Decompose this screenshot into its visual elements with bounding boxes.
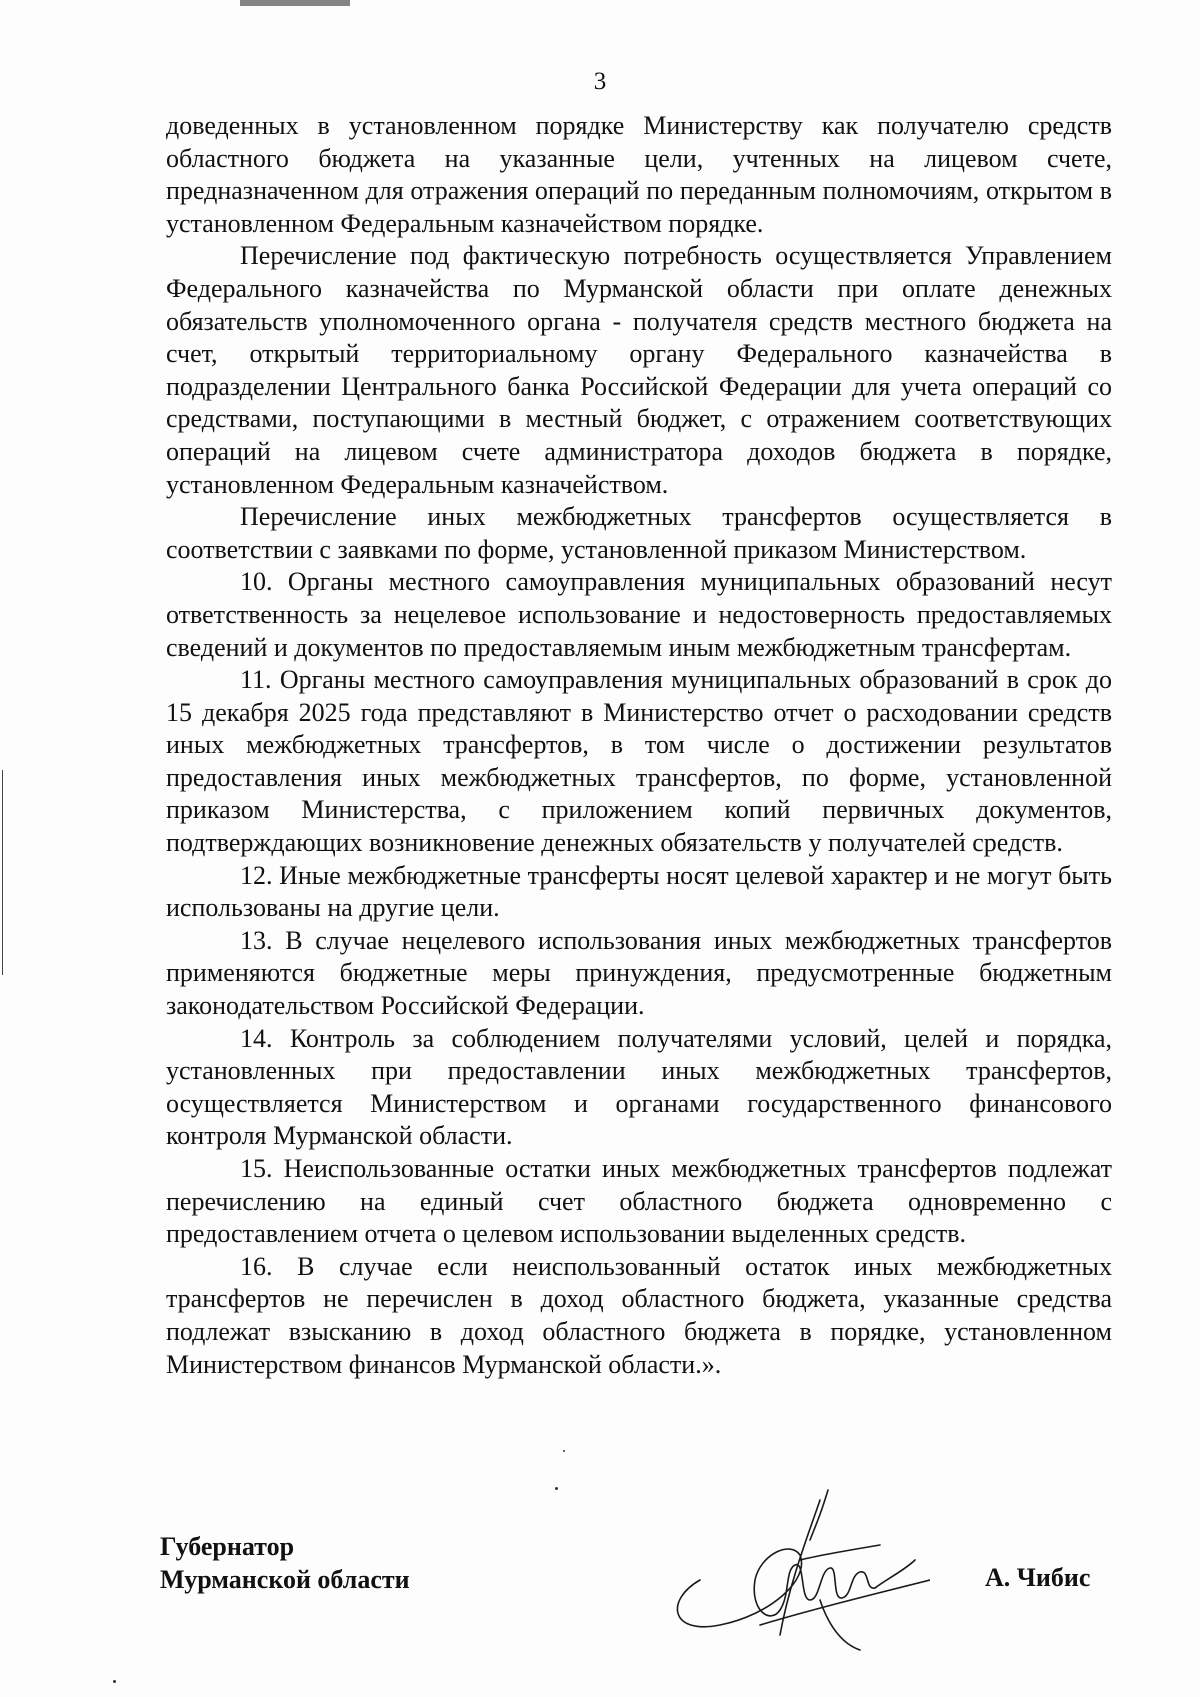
handwritten-signature bbox=[660, 1460, 930, 1660]
scan-speck bbox=[555, 1487, 558, 1490]
paragraph-transfer-need: Перечисление под фактическую потребность осуществляется Управлением Федерального казначейства по Мурманской области при оплате денежных обязательств уполномоченного органа - получателя средств местного бюджета на счет, открытый территориальному органу Федерального казначейства в подразделении Центрального банка Российской Федерации для учета операций со средствами, поступающими в местный бюджет, с отражением соответствующих операций на лицевом счете администратора доходов бюджета в порядке, установленном Федеральным казначейством. bbox=[166, 241, 1112, 499]
paragraph-item-14: 14. Контроль за соблюдением получателями условий, целей и порядка, установленных при предоставлении иных межбюджетных трансфертов, осуществляется Министерством и органами государственного финансового контроля Мурманской области. bbox=[166, 1023, 1112, 1151]
paragraph-item-12: 12. Иные межбюджетные трансферты носят целевой характер и не могут быть использованы на другие цели. bbox=[166, 860, 1112, 923]
signatory-title bbox=[160, 1530, 410, 1596]
paragraph-item-13: 13. В случае нецелевого использования иных межбюджетных трансфертов применяются бюджетные меры принуждения, предусмотренные бюджетным законодательством Российской Федерации. bbox=[166, 925, 1112, 1021]
scan-speck bbox=[113, 1680, 116, 1683]
page-number: 3 bbox=[593, 68, 607, 95]
paragraph-item-15: 15. Неиспользованные остатки иных межбюджетных трансфертов подлежат перечислению на единый счет областного бюджета одновременно с предоставлением отчета о целевом использовании выделенных средств. bbox=[166, 1154, 1112, 1249]
paragraph-item-11: 11. Органы местного самоуправления муниципальных образований в срок до 15 декабря 2025 года представляют в Министерство отчет о расходовании средств иных межбюджетных трансфертов, в том числе о достижении результатов предоставления иных межбюджетных трансфертов, по форме, установленной приказом Министерства, с приложением копий первичных документов, подтверждающих возникновение денежных обязательств у получателей средств. bbox=[166, 665, 1112, 858]
scan-artifact-top bbox=[240, 0, 350, 6]
paragraph-item-16: 16. В случае если неиспользованный остаток иных межбюджетных трансфертов не перечислен в доход областного бюджета, указанные средства подлежат взысканию в доход областного бюджета в порядке, установленном Министерством финансов Мурманской области.». bbox=[166, 1251, 1112, 1379]
signatory-name: А. Чибис bbox=[985, 1563, 1091, 1592]
scan-edge-line bbox=[2, 770, 3, 975]
scan-speck bbox=[563, 1450, 565, 1452]
signatory-title-line2: Мурманской области bbox=[160, 1565, 410, 1594]
paragraph-continuation: доведенных в установленном порядке Министерству как получателю средств областного бюджета на указанные цели, учтенных на лицевом счете, предназначенном для отражения операций по переданным полномочиям, открытом в установленном Федеральным казначейством порядке. bbox=[166, 111, 1112, 238]
document-body bbox=[166, 110, 1112, 1381]
paragraph-item-10: 10. Органы местного самоуправления муниципальных образований несут ответственность за нецелевое использование и недостоверность предоставляемых сведений и документов по предоставляемым иным межбюджетным трансфертам. bbox=[166, 567, 1112, 662]
signatory-title-line1: Губернатор bbox=[160, 1532, 295, 1561]
paragraph-transfer-requests: Перечисление иных межбюджетных трансфертов осуществляется в соответствии с заявками по форме, установленной приказом Министерством. bbox=[166, 502, 1112, 564]
